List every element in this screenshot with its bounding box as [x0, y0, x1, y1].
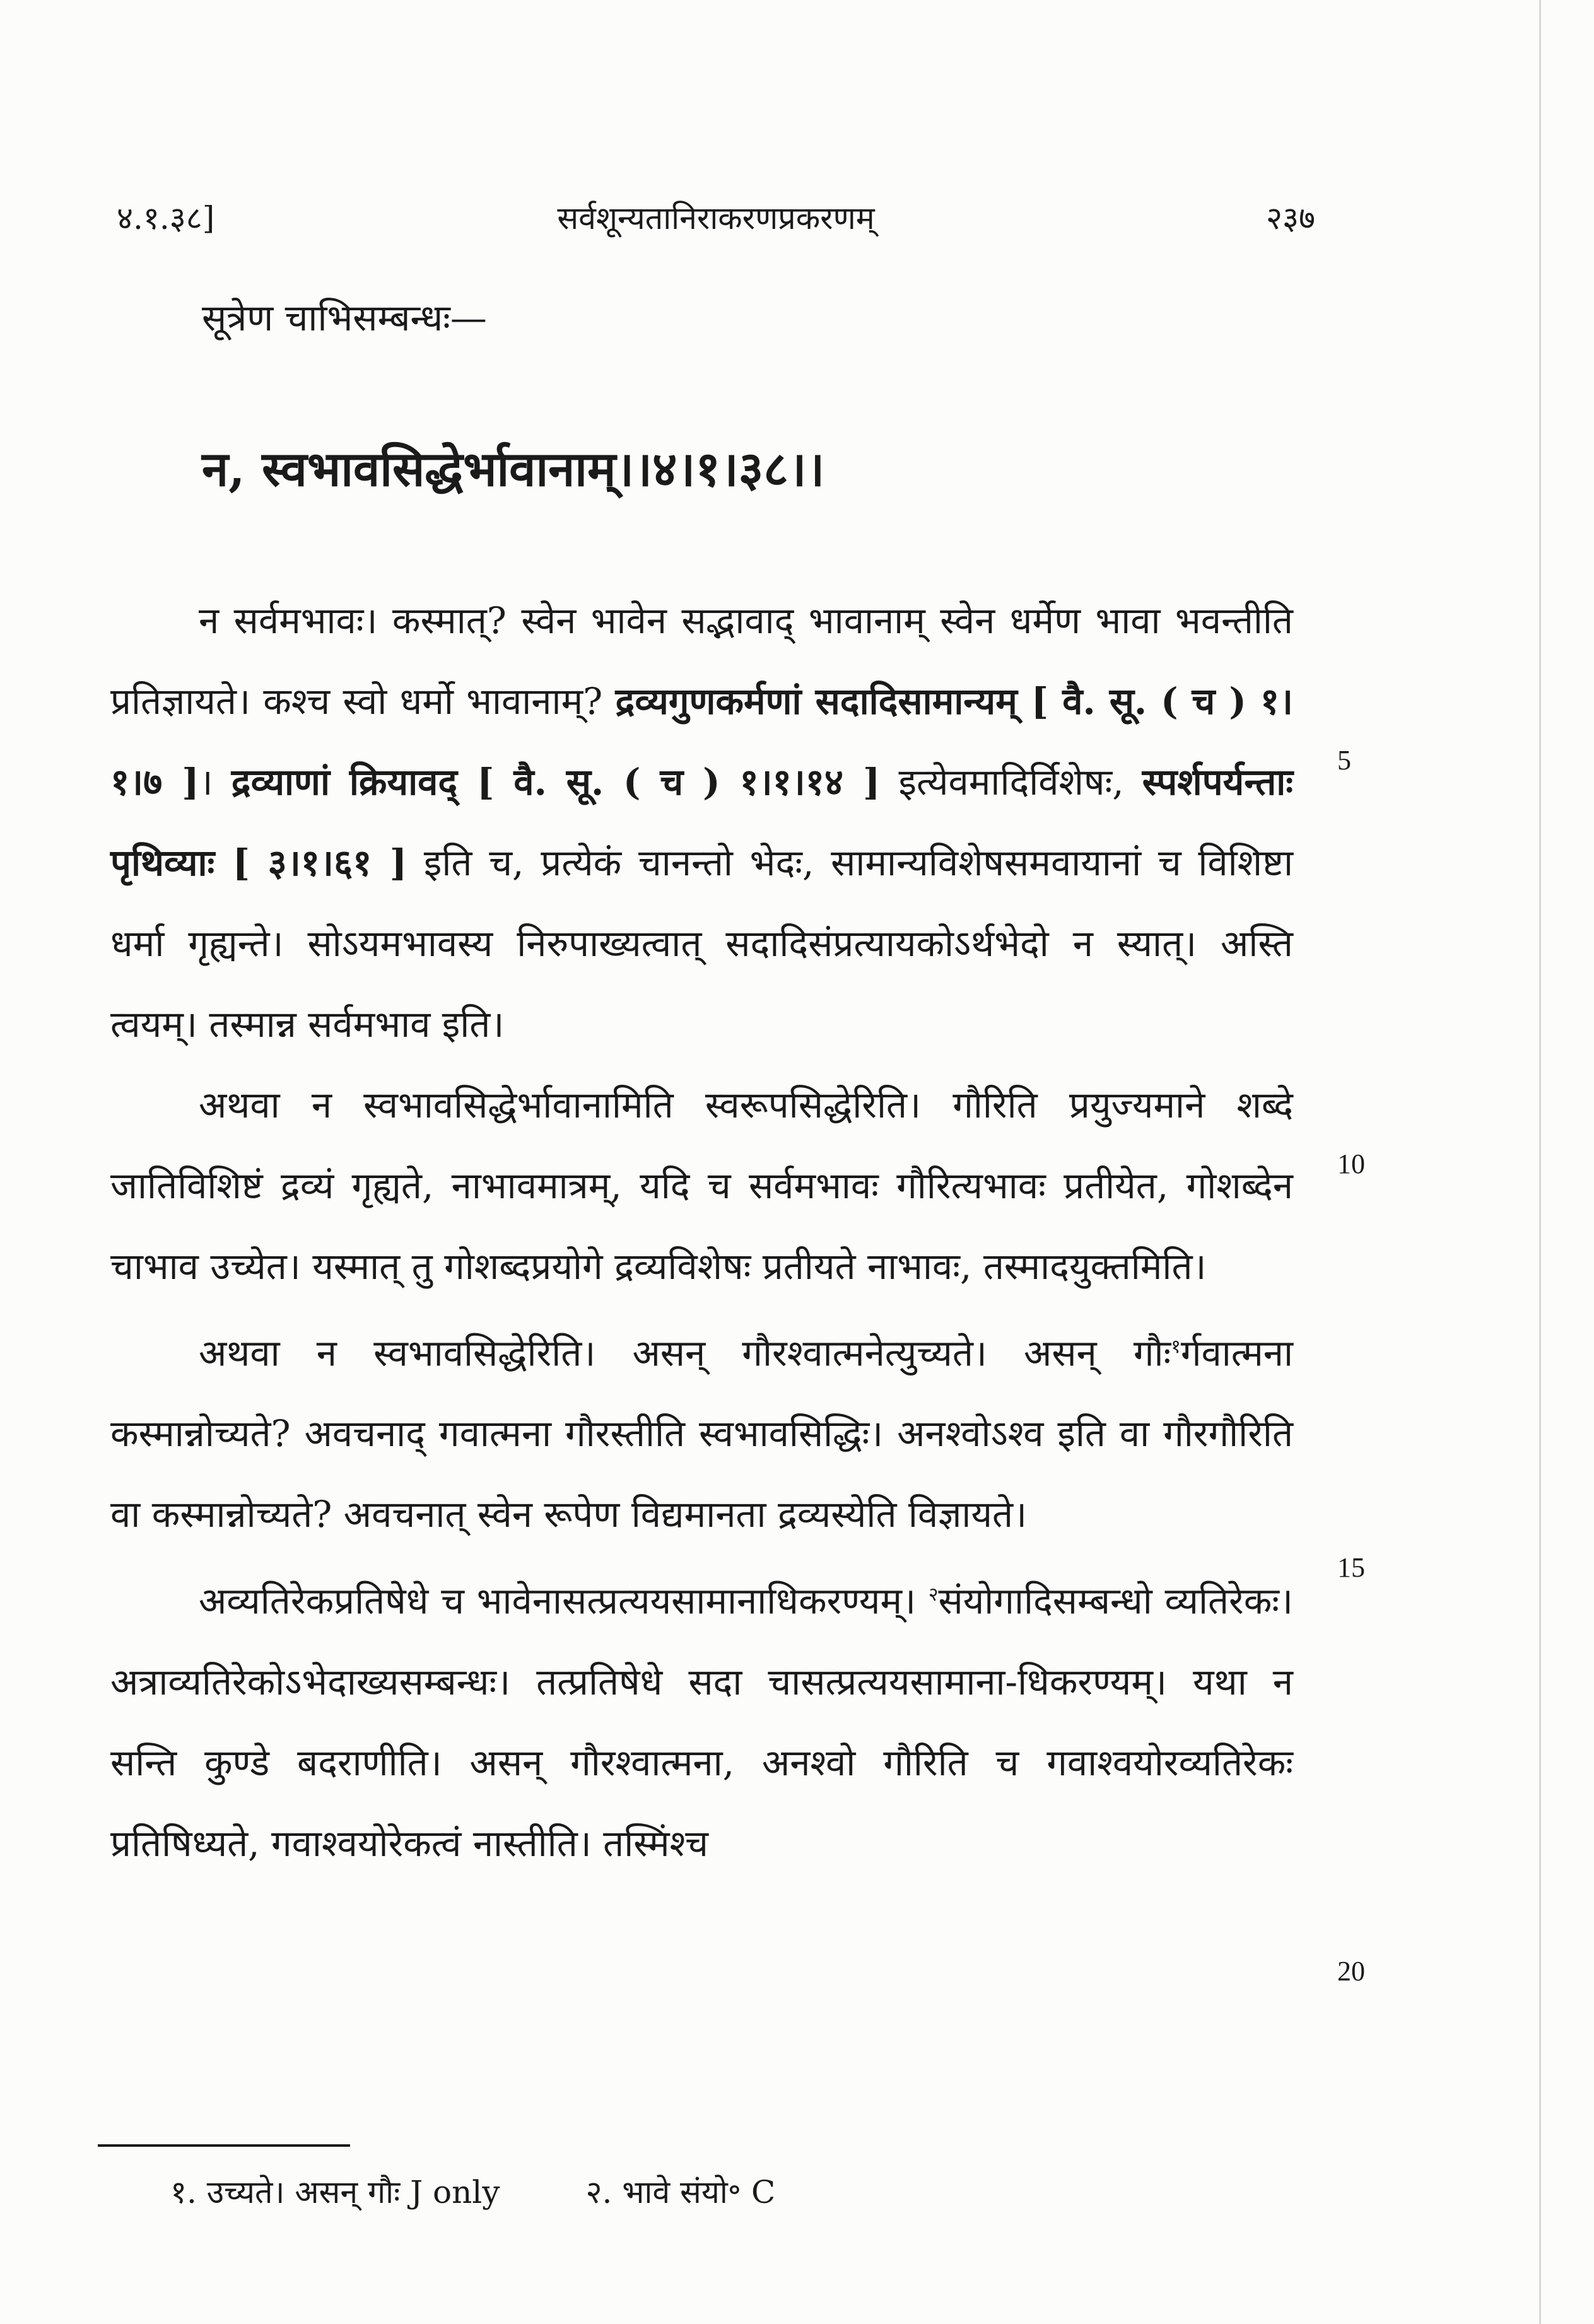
text-run: र्गवात्मना कस्मान्नोच्यते? अवचनाद् गवात्मना गौरस्तीति स्वभावसिद्धिः। अनश्वोऽश्व इति वा गौरगौरिति वा कस्मान्नोच्यते? अवचनात् स्वेन रूपेण विद्यमानता द्रव्यस्येति विज्ञायते।: [110, 1331, 1293, 1536]
line-number-20: 20: [1337, 1956, 1365, 1987]
bold-citation: द्रव्यगुणकर्मणां सदादिसामान्यम् [ वै. सू. ( च ) १।१।७ ]: [110, 680, 1293, 803]
footnote-marker: २: [928, 1584, 939, 1606]
intro-line: सूत्रेण चाभिसम्बन्धः—: [202, 296, 487, 339]
line-number-10: 10: [1337, 1148, 1365, 1179]
paragraph: [110, 1065, 1293, 1307]
bold-citation: स्पर्शपर्यन्ताः पृथिव्याः [ ३।१।६१ ]: [110, 761, 1293, 884]
paragraph: [110, 580, 1293, 1065]
paragraph: [110, 1555, 1293, 1883]
bold-citation: द्रव्याणां क्रियावद् [ वै. सू. ( च ) १।१।१४ ]: [231, 761, 881, 803]
footnotes: [170, 2169, 851, 2212]
running-header: [117, 196, 1315, 246]
chapter-title: सर्वशून्यतानिराकरणप्रकरणम्: [557, 200, 875, 236]
text-run: अथवा न स्वभावसिद्धेर्भावानामिति स्वरूपसिद्धेरिति। गौरिति प्रयुज्यमाने शब्दे जातिविशिष्टं द्रव्यं गृह्यते, नाभावमात्रम्, यदि च सर्वमभावः गौरित्यभावः प्रतीयेत, गोशब्देन चाभाव उच्येत। यस्मात् तु गोशब्दप्रयोगे द्रव्यविशेषः प्रतीयते नाभावः, तस्मादयुक्तमिति।: [110, 1083, 1293, 1288]
text-run: संयोगादिसम्बन्धो व्यतिरेकः। अत्राव्यतिरेकोऽभेदाख्यसम्बन्धः। तत्प्रतिषेधे सदा चासत्प्रत्ययसामाना-धिकरण्यम्। यथा न सन्ति कुण्डे बदराणीति। असन् गौरश्वात्मना, अनश्वो गौरिति च गवाश्वयोरव्यतिरेकः प्रतिषिध्यते, गवाश्वयोरेकत्वं नास्तीति। तस्मिंश्च: [110, 1579, 1294, 1865]
text-run: अथवा न स्वभावसिद्धेरिति। असन् गौरश्वात्मनेत्युच्यते। असन् गौः: [199, 1331, 1171, 1375]
footnote-1: १. उच्यते। असन् गौः J only: [170, 2174, 500, 2210]
footnote-marker: १: [1171, 1336, 1181, 1358]
sutra-heading: न, स्वभावसिद्धेर्भावानाम्।।४।१।३८।।: [202, 441, 825, 497]
text-run: अव्यतिरेकप्रतिषेधे च भावेनासत्प्रत्ययसामानाधिकरण्यम्।: [199, 1579, 929, 1623]
page-number: २३७: [1266, 200, 1315, 236]
text-run: इति च, प्रत्येकं चानन्तो भेदः, सामान्यविशेषसमवायानां च विशिष्टा धर्मा गृह्यन्ते। सोऽयमभावस्य निरुपाख्यत्वात् सदादिसंप्रत्यायकोऽर्थभेदो न स्यात्। अस्ति त्वयम्। तस्मान्न सर्वमभाव इति।: [110, 841, 1294, 1046]
paragraph: [110, 1307, 1293, 1555]
footnote-2: २. भावे संयो॰ C: [585, 2174, 776, 2210]
line-number-15: 15: [1337, 1552, 1365, 1583]
text-run: इत्येवमादिर्विशेषः,: [880, 761, 1142, 803]
text-run: ।: [199, 761, 231, 803]
text-run: न सर्वमभावः। कस्मात्? स्वेन भावेन सद्भावाद् भावानाम् स्वेन धर्मेण भावा भवन्तीति प्रतिज्ञायते। कश्च स्वो धर्मो भावानाम्?: [110, 599, 1293, 723]
commentary-body: [110, 580, 1293, 1884]
footnote-rule: [98, 2144, 350, 2147]
scan-edge-line: [1539, 0, 1541, 2324]
section-reference: ४.१.३८]: [117, 200, 215, 236]
line-number-5: 5: [1337, 745, 1351, 776]
